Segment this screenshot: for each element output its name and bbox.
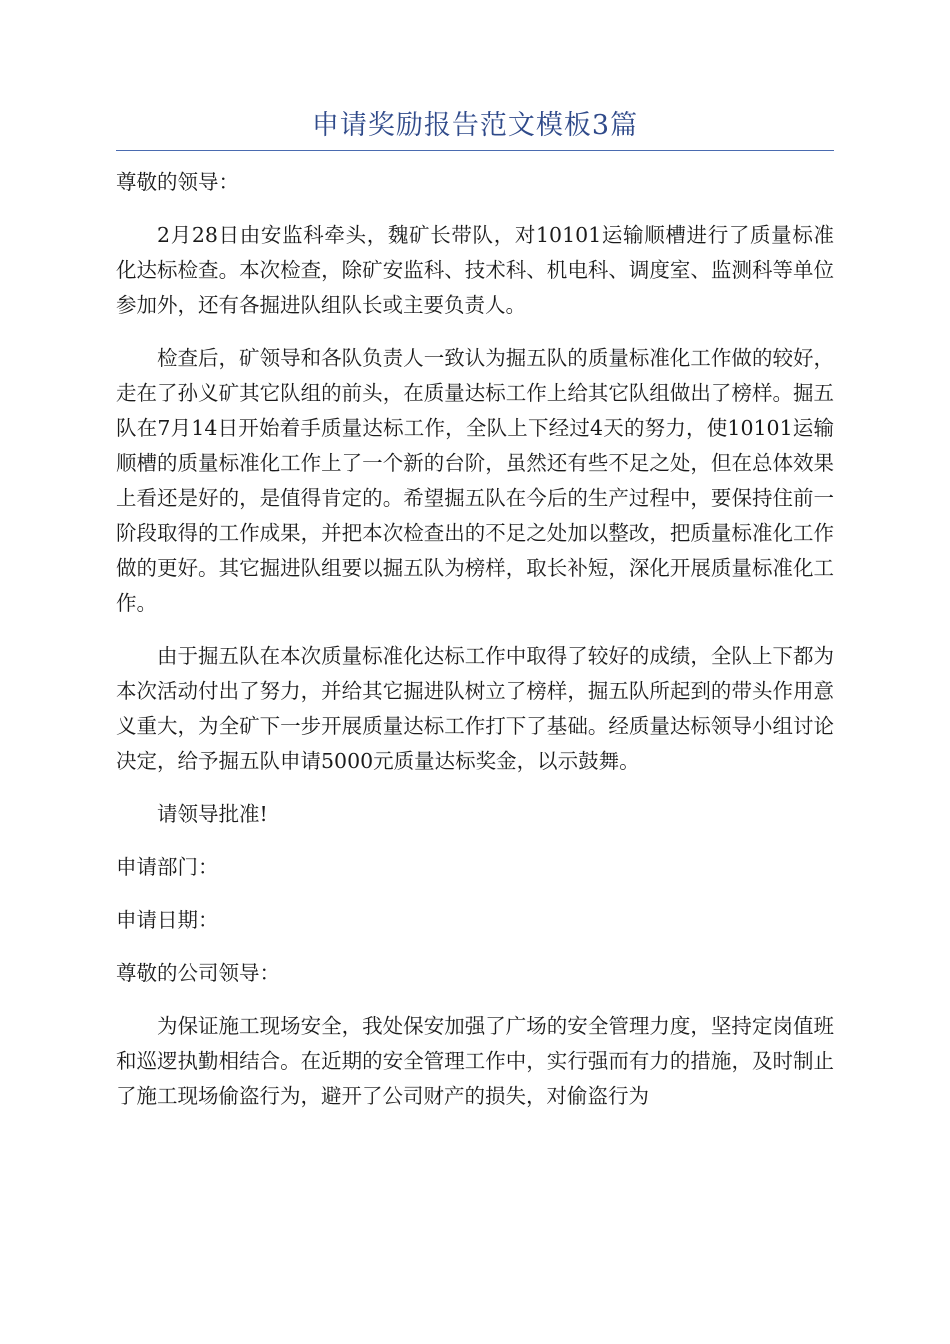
body-paragraph-3: 由于掘五队在本次质量标准化达标工作中取得了较好的成绩，全队上下都为本次活动付出了努力，并给其它掘进队树立了榜样，掘五队所起到的带头作用意义重大，为全矿下一步开展质量达标工作打下了基础。经质量达标领导小组讨论决定，给予掘五队申请5000元质量达标奖金，以示鼓舞。 [116,644,834,773]
document-title: 申请奖励报告范文模板3篇 [311,110,639,141]
body-paragraph-1: 2月28日由安监科牵头，魏矿长带队，对10101运输顺槽进行了质量标准化达标检查。本次检查，除矿安监科、技术科、机电科、调度室、监测科等单位参加外，还有各掘进队组队长或主要负责人。 [116,223,834,317]
application-date: 申请日期： [116,908,219,932]
salutation-2: 尊敬的公司领导： [116,961,280,985]
applicant-department: 申请部门： [116,855,219,879]
document-page [116,108,834,1114]
title-underline [116,150,834,151]
body-paragraph-2: 检查后，矿领导和各队负责人一致认为掘五队的质量标准化工作做的较好，走在了孙义矿其它队组的前头，在质量达标工作上给其它队组做出了榜样。掘五队在7月14日开始着手质量达标工作，全队上下经过4天的努力，使10101运输顺槽的质量标准化工作上了一个新的台阶，虽然还有些不足之处，但在总体效果上看还是好的，是值得肯定的。希望掘五队在今后的生产过程中，要保持住前一阶段取得的工作成果，并把本次检查出的不足之处加以整改，把质量标准化工作做的更好。其它掘进队组要以掘五队为榜样，取长补短，深化开展质量标准化工作。 [116,346,834,615]
salutation: 尊敬的领导： [116,170,239,194]
body-paragraph-4: 为保证施工现场安全，我处保安加强了广场的安全管理力度，坚持定岗值班和巡逻执勤相结合。在近期的安全管理工作中，实行强而有力的措施，及时制止了施工现场偷盗行为，避开了公司财产的损失，对偷盗行为 [116,1014,834,1108]
approval-request: 请领导批准! [157,802,268,826]
